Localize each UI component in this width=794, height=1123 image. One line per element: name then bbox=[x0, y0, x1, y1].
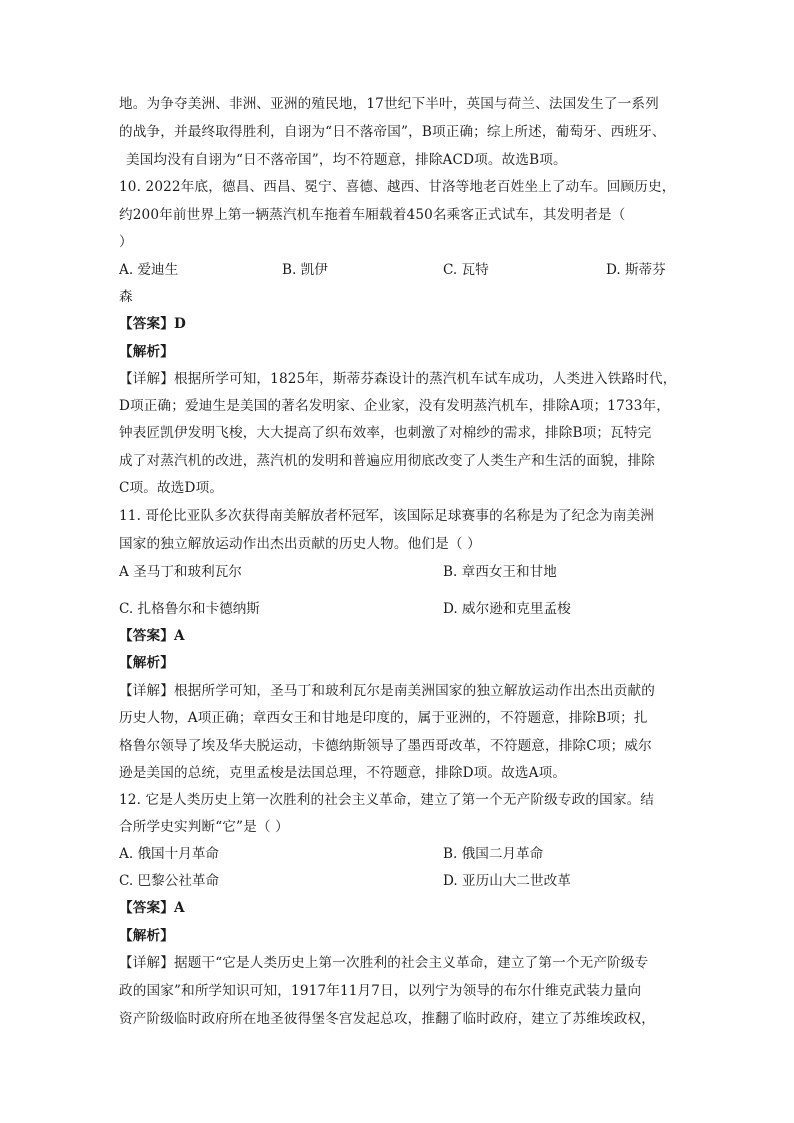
q12-option-c: C. 巴黎公社革命 bbox=[119, 873, 220, 889]
q11-answer: 【答案】A bbox=[119, 628, 185, 644]
q10-option-d-cont: 森 bbox=[119, 289, 133, 305]
q10-detail-line-4: 成了对蒸汽机的改进，蒸汽机的发明和普遍应用彻底改变了人类生产和生活的面貌，排除 bbox=[119, 453, 656, 469]
q10-detail-line-5: C项。故选D项。 bbox=[119, 480, 224, 496]
q12-stem-line-2: 合所学史实判断“它”是（ ） bbox=[119, 819, 289, 835]
q11-option-d: D. 威尔逊和克里孟梭 bbox=[443, 601, 571, 617]
q11-stem-line-2: 国家的独立解放运动作出杰出贡献的历史人物。他们是（ ） bbox=[119, 536, 481, 552]
q10-option-a: A. 爱迪生 bbox=[119, 262, 179, 278]
q10-answer: 【答案】D bbox=[119, 316, 186, 332]
q10-detail-line-3: 钟表匠凯伊发明飞梭，大大提高了织布效率，也刺激了对棉纱的需求，排除B项；瓦特完 bbox=[119, 425, 652, 441]
q10-option-d: D. 斯蒂芬 bbox=[606, 262, 666, 278]
q10-stem-line-1: 10. 2022年底，德昌、西昌、冕宁、喜德、越西、甘洛等地老百姓坐上了动车。回顾历史， bbox=[119, 179, 676, 195]
q12-analysis-label: 【解析】 bbox=[119, 928, 174, 944]
q10-stem-line-2: 约200年前世界上第一辆蒸汽机车拖着车厢载着450名乘客正式试车，其发明者是（ bbox=[119, 207, 626, 223]
q11-analysis-label: 【解析】 bbox=[119, 655, 174, 671]
q12-detail-line-3: 资产阶级临时政府所在地圣彼得堡冬宫发起总攻，推翻了临时政府，建立了苏维埃政权， bbox=[119, 1011, 656, 1027]
q11-detail-line-3: 格鲁尔领导了埃及华夫脱运动，卡德纳斯领导了墨西哥改革，不符题意，排除C项；威尔 bbox=[119, 738, 652, 754]
q12-option-d: D. 亚历山大二世改革 bbox=[443, 873, 571, 889]
q12-answer: 【答案】A bbox=[119, 900, 185, 916]
q10-option-c: C. 瓦特 bbox=[443, 262, 489, 278]
q12-option-b: B. 俄国二月革命 bbox=[443, 846, 544, 862]
q10-analysis-label: 【解析】 bbox=[119, 344, 174, 360]
q10-detail-line-2: D项正确；爱迪生是美国的著名发明家、企业家，没有发明蒸汽机车，排除A项；1733年， bbox=[119, 398, 670, 414]
q10-detail-line-1: 【详解】根据所学可知，1825年，斯蒂芬森设计的蒸汽机车试车成功，人类进入铁路时代， bbox=[119, 371, 677, 387]
q12-detail-line-1: 【详解】据题干“它是人类历史上第一次胜利的社会主义革命，建立了第一个无产阶级专 bbox=[119, 955, 649, 971]
q11-detail-line-4: 逊是美国的总统，克里孟梭是法国总理，不符题意，排除D项。故选A项。 bbox=[119, 765, 567, 781]
q10-stem-line-3: ） bbox=[119, 234, 133, 250]
q11-stem-line-1: 11. 哥伦比亚队多次获得南美解放者杯冠军，该国际足球赛事的名称是为了纪念为南美洲 bbox=[119, 508, 655, 524]
q11-detail-line-2: 历史人物，A项正确；章西女王和甘地是印度的，属于亚洲的，不符题意，排除B项；扎 bbox=[119, 710, 648, 726]
prev-analysis-line-3: 美国均没有自诩为“日不落帝国”，均不符题意，排除ACD项。故选B项。 bbox=[126, 152, 567, 168]
q12-stem-line-1: 12. 它是人类历史上第一次胜利的社会主义革命，建立了第一个无产阶级专政的国家。结 bbox=[119, 792, 655, 808]
q12-option-a: A. 俄国十月革命 bbox=[119, 846, 220, 862]
q11-option-c: C. 扎格鲁尔和卡德纳斯 bbox=[119, 601, 260, 617]
q11-option-a: A 圣马丁和玻利瓦尔 bbox=[119, 564, 242, 580]
q11-option-b: B. 章西女王和甘地 bbox=[443, 564, 557, 580]
prev-analysis-line-2: 的战争，并最终取得胜利，自诩为“日不落帝国”，B项正确；综上所述，葡萄牙、西班牙、 bbox=[119, 124, 666, 140]
q10-option-b: B. 凯伊 bbox=[282, 262, 328, 278]
q11-detail-line-1: 【详解】根据所学可知，圣马丁和玻利瓦尔是南美洲国家的独立解放运动作出杰出贡献的 bbox=[119, 683, 656, 699]
prev-analysis-line-1: 地。为争夺美洲、非洲、亚洲的殖民地，17世纪下半叶，英国与荷兰、法国发生了一系列 bbox=[119, 96, 659, 112]
q12-detail-line-2: 政的国家”和所学知识可知，1917年11月7日，以列宁为领导的布尔什维克武装力量向 bbox=[119, 983, 642, 999]
